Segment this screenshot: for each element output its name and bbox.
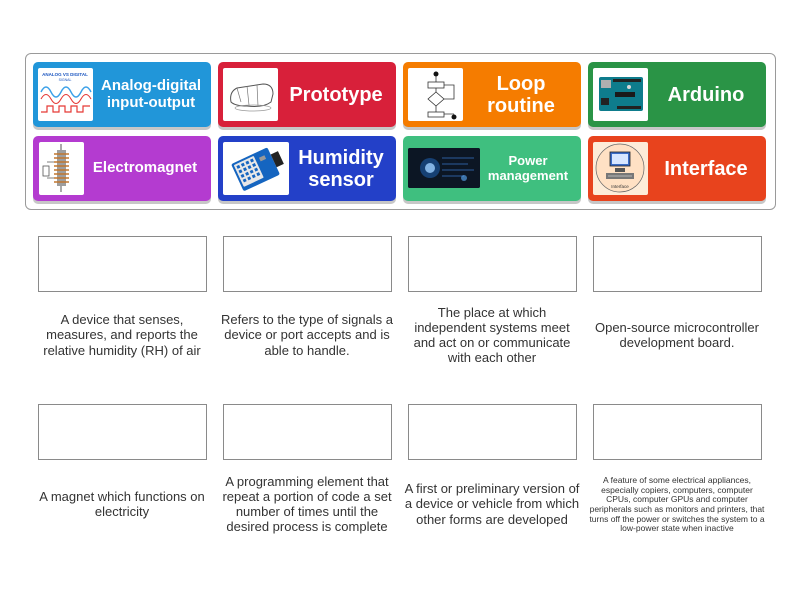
tile-label: Prototype xyxy=(289,83,383,106)
interface-icon xyxy=(593,142,648,195)
tile-arduino[interactable] xyxy=(588,62,766,127)
tile-loop-routine[interactable] xyxy=(403,62,581,127)
tile-label: Analog-digital input-output xyxy=(101,77,201,111)
svg-text:SIGNAL: SIGNAL xyxy=(58,78,72,82)
description-text: A programming element that repeat a portion of code a set number of times until the desired process is complete xyxy=(222,473,392,535)
drop-slot[interactable] xyxy=(38,404,207,460)
drop-slot[interactable] xyxy=(223,404,392,460)
tile-analog-digital[interactable] xyxy=(33,62,211,127)
drop-slot[interactable] xyxy=(593,404,762,460)
tile-label: Electromagnet xyxy=(92,159,198,177)
svg-text:Interface: Interface xyxy=(611,184,629,189)
tile-label: Interface xyxy=(664,157,748,180)
description-text: A feature of some electrical appliances, especially copiers, computers, computer CPUs, computer GPUs and computer peripherals such as monitors and printers, that turns off the power or switches the system to a low-power state when inactive xyxy=(589,475,765,534)
power-management-icon xyxy=(408,148,480,188)
tile-label: Power management xyxy=(487,153,569,183)
description-text: The place at which independent systems meet and act on or communicate with each other xyxy=(413,304,571,366)
arduino-board-icon xyxy=(593,68,648,121)
electromagnet-icon xyxy=(39,142,84,195)
tile-electromagnet[interactable] xyxy=(33,136,211,201)
svg-text:ANALOG VS DIGITAL: ANALOG VS DIGITAL xyxy=(42,72,88,77)
flowchart-icon xyxy=(408,68,463,121)
tile-power-management[interactable] xyxy=(403,136,581,201)
drop-slot[interactable] xyxy=(38,236,207,292)
description-text: A device that senses, measures, and reports the relative humidity (RH) of air xyxy=(43,312,201,358)
drop-slot[interactable] xyxy=(593,236,762,292)
tile-label: Humidity sensor xyxy=(298,146,384,191)
tile-label: Arduino xyxy=(667,83,745,106)
tile-label: Loop routine xyxy=(487,72,555,117)
humidity-sensor-icon xyxy=(223,142,289,195)
description-text: A first or preliminary version of a device or vehicle from which other forms are developed xyxy=(404,481,580,527)
tile-prototype[interactable] xyxy=(218,62,396,127)
tile-interface[interactable] xyxy=(588,136,766,201)
description-text: Open-source microcontroller development board. xyxy=(594,319,759,350)
analog-digital-signal-icon xyxy=(38,68,93,121)
description-text: Refers to the type of signals a device or port accepts and is able to handle. xyxy=(221,312,393,358)
tile-humidity-sensor[interactable] xyxy=(218,136,396,201)
description-text: A magnet which functions on electricity xyxy=(39,488,205,519)
drop-slot[interactable] xyxy=(408,236,577,292)
prototype-sketch-icon xyxy=(223,68,278,121)
drop-slot[interactable] xyxy=(223,236,392,292)
drop-slot[interactable] xyxy=(408,404,577,460)
